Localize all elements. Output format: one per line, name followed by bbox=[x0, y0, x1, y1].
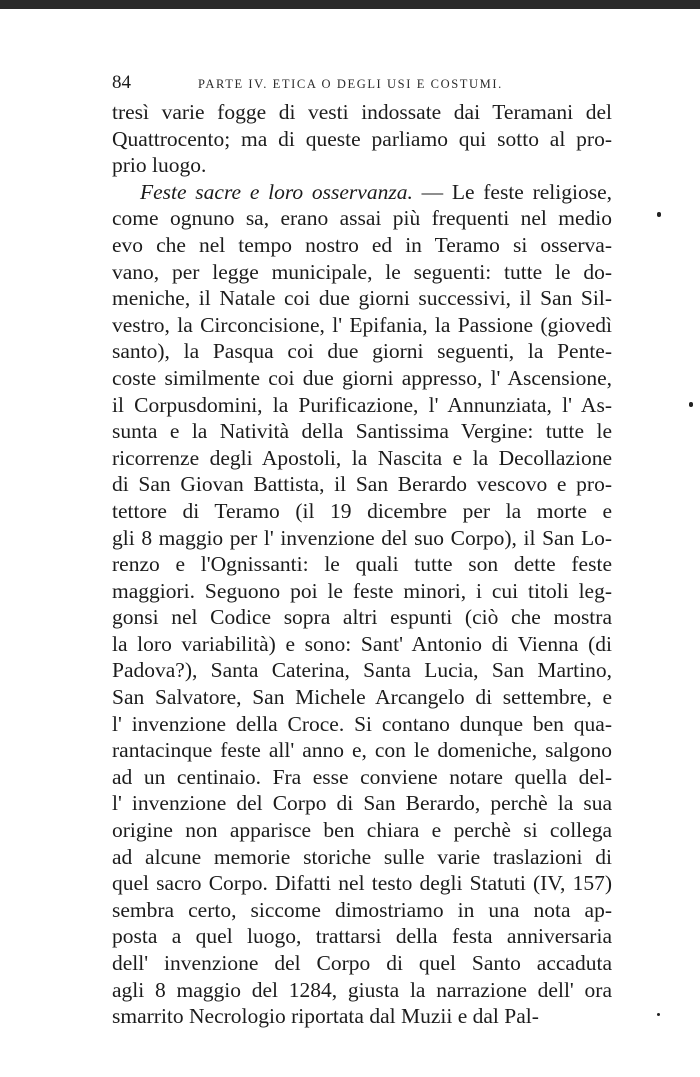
section-first-line-text: — Le feste religiose, bbox=[412, 179, 613, 204]
text-line: renzo e l'Ognissanti: le quali tutte son dette feste bbox=[112, 552, 612, 577]
text-line: origine non apparisce ben chiara e perchè si collega bbox=[112, 818, 612, 843]
text-line: sunta e la Natività della Santissima Vergine: tutte le bbox=[112, 419, 612, 444]
text-line: posta a quel luogo, trattarsi della festa anniversaria bbox=[112, 924, 612, 949]
text-line: quel sacro Corpo. Difatti nel testo degli Statuti (IV, 157) bbox=[112, 871, 612, 896]
text-line: coste similmente coi due giorni appresso, l' Ascensione, bbox=[112, 365, 612, 390]
text-line: ad un centinaio. Fra esse conviene notare quella del- bbox=[112, 764, 612, 789]
text-line: Quattrocento; ma di queste parliamo qui sotto al pro- bbox=[112, 126, 612, 151]
text-line: vestro, la Circoncisione, l' Epifania, la Passione (giovedì bbox=[112, 312, 612, 337]
text-line: gli 8 maggio per l' invenzione del suo Corpo), il San Lo- bbox=[112, 525, 612, 550]
text-line: rantacinque feste all' anno e, con le domeniche, salgono bbox=[112, 738, 612, 763]
text-line: santo), la Pasqua coi due giorni seguenti, la Pente- bbox=[112, 339, 612, 364]
text-line: vano, per legge municipale, le seguenti: tutte le do- bbox=[112, 259, 612, 284]
section-heading: Feste sacre e loro osservanza. bbox=[140, 179, 413, 204]
text-line: tettore di Teramo (il 19 dicembre per la morte e bbox=[112, 498, 612, 523]
text-line: l' invenzione della Croce. Si contano dunque ben qua- bbox=[112, 711, 612, 736]
text-line: di San Giovan Battista, il San Berardo vescovo e pro- bbox=[112, 472, 612, 497]
text-line: evo che nel tempo nostro ed in Teramo si osserva- bbox=[112, 232, 612, 257]
text-line: meniche, il Natale coi due giorni successivi, il San Sil- bbox=[112, 286, 612, 311]
text-line: prio luogo. bbox=[112, 153, 207, 178]
page-body bbox=[112, 99, 612, 1030]
text-line: San Salvatore, San Michele Arcangelo di settembre, e bbox=[112, 685, 612, 710]
scan-speck bbox=[657, 1013, 660, 1016]
text-line: gonsi nel Codice sopra altri espunti (ciò che mostra bbox=[112, 605, 612, 630]
scan-top-edge bbox=[0, 0, 700, 9]
text-line: agli 8 maggio del 1284, giusta la narrazione dell' ora bbox=[112, 977, 612, 1002]
page-header bbox=[112, 72, 612, 96]
text-line: come ognuno sa, erano assai più frequenti nel medio bbox=[112, 206, 612, 231]
text-line: maggiori. Seguono poi le feste minori, i cui titoli leg- bbox=[112, 578, 612, 603]
text-line: Padova?), Santa Caterina, Santa Lucia, San Martino, bbox=[112, 658, 612, 683]
page-number: 84 bbox=[112, 72, 131, 93]
text-line: ad alcune memorie storiche sulle varie traslazioni di bbox=[112, 844, 612, 869]
text-line: tresì varie fogge di vesti indossate dai Teramani del bbox=[112, 100, 612, 124]
text-line: l' invenzione del Corpo di San Berardo, perchè la sua bbox=[112, 791, 612, 816]
text-line: smarrito Necrologio riportata dal Muzii e dal Pal- bbox=[112, 1004, 539, 1029]
section-first-line bbox=[112, 179, 612, 206]
text-line: dell' invenzione del Corpo di quel Santo accaduta bbox=[112, 951, 612, 975]
text-line: la loro variabilità) e sono: Sant' Antonio di Vienna (di bbox=[112, 631, 612, 656]
text-line: il Corpusdomini, la Purificazione, l' Annunziata, l' As- bbox=[112, 392, 612, 417]
scan-speck bbox=[689, 402, 693, 407]
text-line: ricorrenze degli Apostoli, la Nascita e la Decollazione bbox=[112, 445, 612, 470]
scan-speck bbox=[657, 212, 661, 217]
running-head: PARTE IV. ETICA O DEGLI USI E COSTUMI. bbox=[198, 77, 503, 91]
text-line: sembra certo, siccome dimostriamo in una nota ap- bbox=[112, 897, 612, 922]
